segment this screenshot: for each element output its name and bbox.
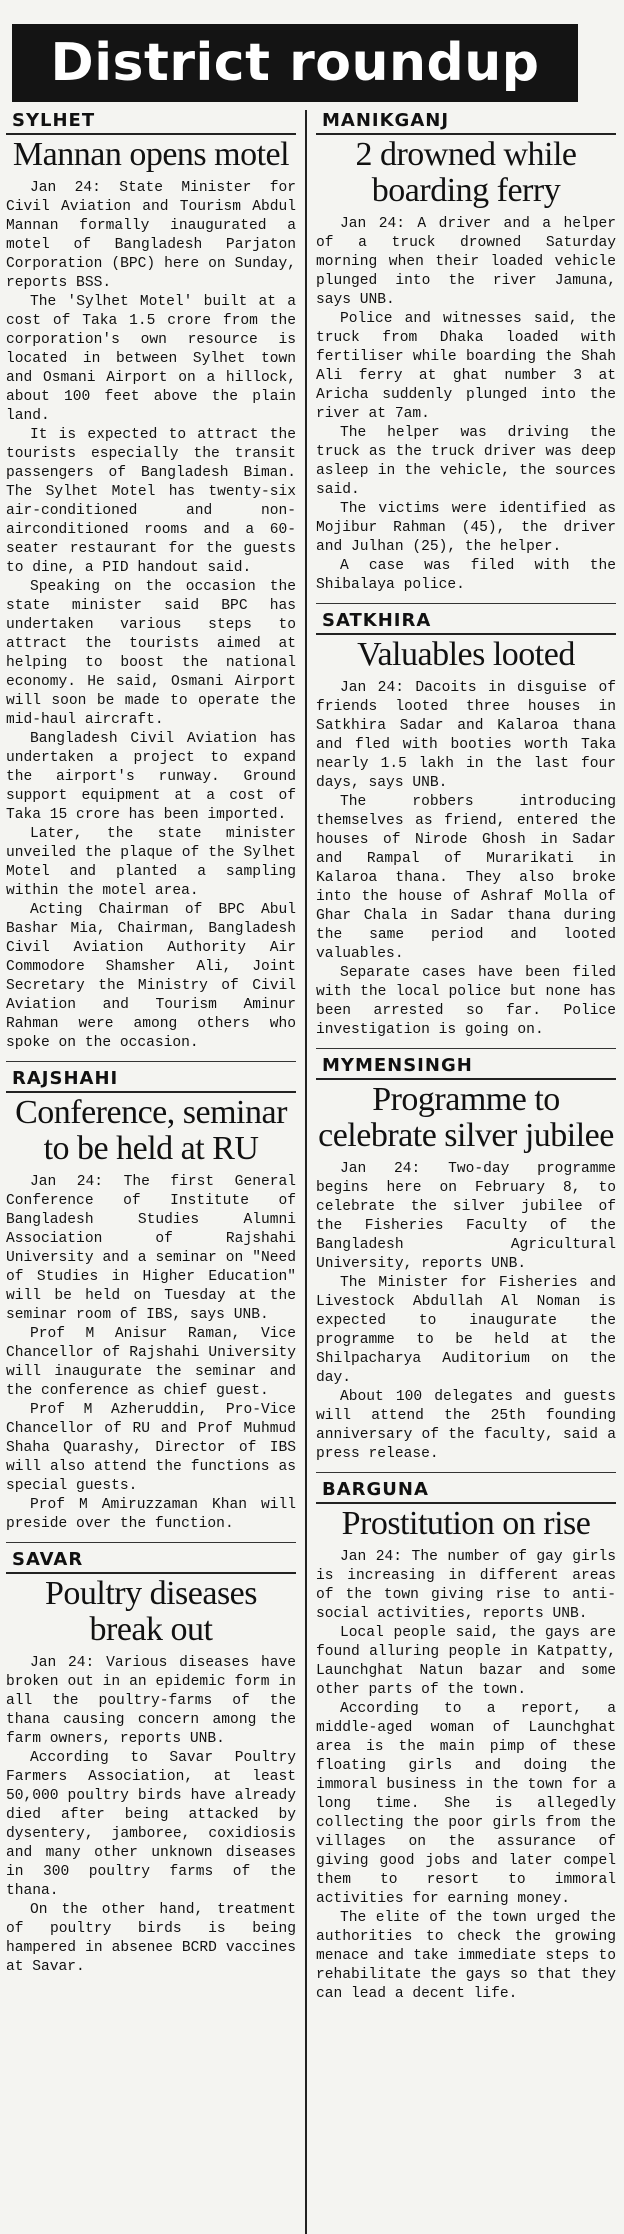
article-paragraph: The 'Sylhet Motel' built at a cost of Taka 1.5 crore from the corporation's own resource is located in between Sylhet town and Osmani Airport on a hillock, about 100 feet above the plain land. (6, 294, 296, 424)
article-savar (6, 1549, 296, 1977)
article-headline: Mannan opens motel (12, 136, 290, 173)
article-paragraph: The victims were identified as Mojibur Rahman (45), the driver and Julhan (25), the helper. (316, 501, 616, 555)
article-paragraph: Prof M Amiruzzaman Khan will preside over the function. (6, 1497, 296, 1532)
left-column (6, 110, 296, 2234)
right-column (316, 110, 616, 2234)
article-paragraph: The Minister for Fisheries and Livestock Abdullah Al Noman is expected to inaugurate the programme to be held at the Shilpacharya Auditorium on the day. (316, 1275, 616, 1386)
article-separator (6, 1542, 296, 1543)
article-paragraph: The helper was driving the truck as the truck driver was deep asleep in the vehicle, the sources said. (316, 425, 616, 498)
article-rajshahi (6, 1068, 296, 1534)
article-paragraph: Jan 24: A driver and a helper of a truck drowned Saturday morning when their loaded vehicle plunged into the river Jamuna, says UNB. (316, 216, 616, 308)
article-paragraph: Speaking on the occasion the state minister said BPC has undertaken various steps to attract the tourists aimed at helping to boost the national economy. He said, Osmani Airport will soon be made to operate the mid-haul aircraft. (6, 579, 296, 728)
article-satkhira (316, 610, 616, 1040)
article-paragraph: Police and witnesses said, the truck from Dhaka loaded with fertiliser while boarding the Shah Ali ferry at ghat number 3 at Aricha suddenly plunged into the river at 7am. (316, 311, 616, 422)
article-paragraph: Bangladesh Civil Aviation has undertaken a project to expand the airport's runway. Ground support equipment at a cost of Taka 15 crore has been imported. (6, 731, 296, 823)
article-dateline: RAJSHAHI (6, 1068, 296, 1093)
article-paragraph: The elite of the town urged the authorities to check the growing menace and take immediate steps to rehabilitate the gays so that they can lead a decent life. (316, 1910, 616, 2002)
article-paragraph: Jan 24: State Minister for Civil Aviation and Tourism Abdul Mannan formally inaugurated a motel of Bangladesh Parjaton Corporation (BPC) here on Sunday, reports BSS. (6, 180, 296, 291)
section-banner: District roundup (12, 24, 578, 102)
column-divider (305, 110, 307, 2234)
article-sylhet (6, 110, 296, 1053)
article-paragraph: About 100 delegates and guests will attend the 25th founding anniversary of the faculty, said a press release. (316, 1389, 616, 1462)
article-headline: 2 drowned while boarding ferry (355, 136, 577, 209)
article-headline: Valuables looted (357, 636, 575, 673)
article-paragraph: According to Savar Poultry Farmers Association, at least 50,000 poultry birds have already died after being attacked by dysentery, jamboree, coxidiosis and many other unknown diseases in 300 poultry farms of the thana. (6, 1750, 296, 1899)
article-paragraph: Local people said, the gays are found alluring people in Katpatty, Launchghat Natun bazar and some other parts of the town. (316, 1625, 616, 1698)
article-paragraph: Jan 24: The first General Conference of Institute of Bangladesh Studies Alumni Association of Rajshahi University and a seminar on "Need of Studies in Higher Education" will be held on Tuesday at the seminar room of IBS, says UNB. (6, 1174, 296, 1323)
article-barguna (316, 1479, 616, 2004)
article-headline: Prostitution on rise (341, 1505, 591, 1542)
article-paragraph: According to a report, a middle-aged woman of Launchghat area is the main pimp of these floating girls and doing the immoral business in the town for a long time. She is allegedly collecting the poor girls from the villages on the assurance of giving good jobs and later compel them to resort to immoral activities for earning money. (316, 1701, 616, 1907)
article-paragraph: Prof M Azheruddin, Pro-Vice Chancellor of RU and Prof Muhmud Shaha Quarashy, Director of IBS will also attend the functions as special guests. (6, 1402, 296, 1494)
article-dateline: SAVAR (6, 1549, 296, 1574)
article-separator (6, 1061, 296, 1062)
article-paragraph: Jan 24: Two-day programme begins here on February 8, to celebrate the silver jubilee of the Fisheries Faculty of the Bangladesh Agricultural University, reports UNB. (316, 1161, 616, 1272)
article-paragraph: Jan 24: The number of gay girls is increasing in different areas of the town giving rise to anti-social activities, reports UNB. (316, 1549, 616, 1622)
article-dateline: SYLHET (6, 110, 296, 135)
article-paragraph: Acting Chairman of BPC Abul Bashar Mia, Chairman, Bangladesh Civil Aviation Authority Air Commodore Shamsher Ali, Joint Secretary the Ministry of Civil Aviation and Tourism Aminur Rahman were among others who spoke on the occasion. (6, 902, 296, 1051)
article-paragraph: Later, the state minister unveiled the plaque of the Sylhet Motel and planted a sampling within the motel area. (6, 826, 296, 899)
article-separator (316, 603, 616, 604)
article-dateline: BARGUNA (316, 1479, 616, 1504)
article-headline: Poultry diseases break out (44, 1575, 258, 1648)
article-headline: Programme to celebrate silver jubilee (318, 1081, 614, 1154)
article-dateline: MANIKGANJ (316, 110, 616, 135)
article-paragraph: On the other hand, treatment of poultry birds is being hampered in absenee BCRD vaccines at Savar. (6, 1902, 296, 1975)
article-paragraph: The robbers introducing themselves as friend, entered the houses of Nirode Ghosh in Sadar and Rampal of Murarikati in Kalaroa thana. They also broke into the house of Ashraf Molla of Ghar Chala in Sadar thana during the same period and looted valuables. (316, 794, 616, 962)
article-dateline: SATKHIRA (316, 610, 616, 635)
article-paragraph: Prof M Anisur Raman, Vice Chancellor of Rajshahi University will inaugurate the seminar and the conference as chief guest. (6, 1326, 296, 1399)
article-dateline: MYMENSINGH (316, 1055, 616, 1080)
article-separator (316, 1472, 616, 1473)
article-headline: Conference, seminar to be held at RU (15, 1094, 287, 1167)
article-paragraph: Jan 24: Dacoits in disguise of friends looted three houses in Satkhira Sadar and Kalaroa thana and fled with booties worth Taka nearly 1.5 lakh in the last four days, says UNB. (316, 680, 616, 791)
article-paragraph: Separate cases have been filed with the local police but none has been arrested so far. Police investigation is going on. (316, 965, 616, 1038)
article-manikganj (316, 110, 616, 595)
article-paragraph: It is expected to attract the tourists especially the transit passengers of Bangladesh Biman. The Sylhet Motel has twenty-six air-conditioned and non-airconditioned rooms and a 60-seater restaurant for the guests to dine, a PID handout said. (6, 427, 296, 576)
article-paragraph: A case was filed with the Shibalaya police. (316, 558, 616, 593)
article-separator (316, 1048, 616, 1049)
article-paragraph: Jan 24: Various diseases have broken out in an epidemic form in all the poultry-farms of the thana causing concern among the farm owners, reports UNB. (6, 1655, 296, 1747)
article-mymensingh (316, 1055, 616, 1464)
